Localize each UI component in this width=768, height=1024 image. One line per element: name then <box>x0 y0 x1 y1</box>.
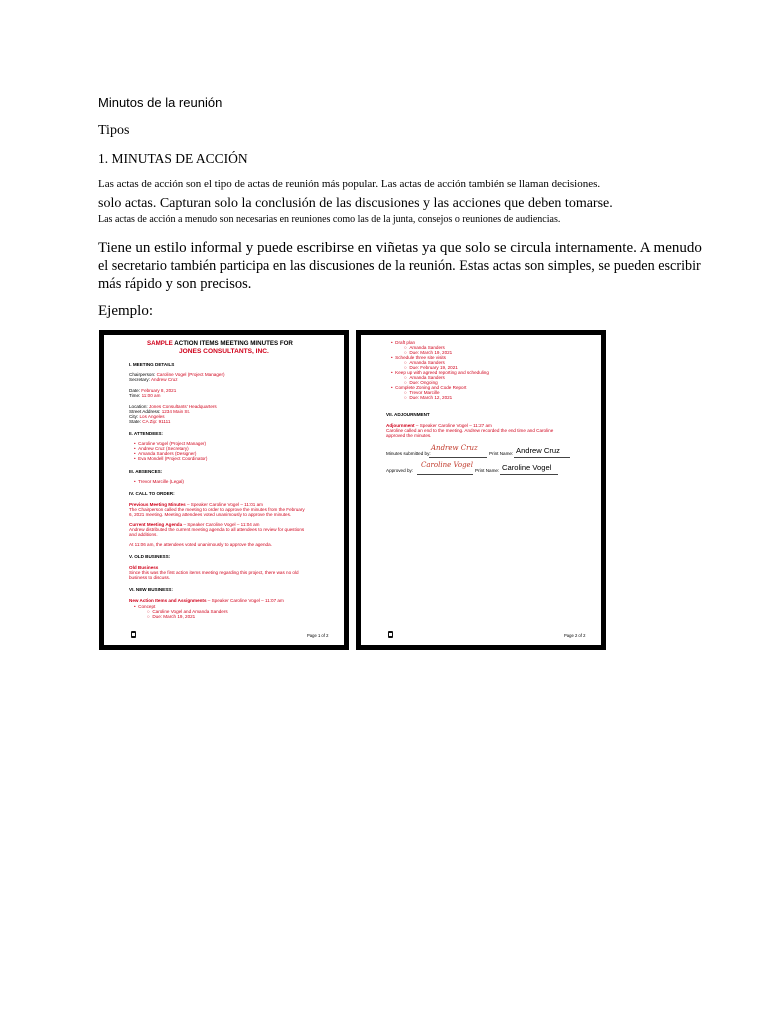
p2-bullet-1b-text: Due: March 19, 2021 <box>409 350 453 355</box>
p1-cur-line-2: and additions. <box>129 532 158 537</box>
p1-footer: Page 1 of 2 <box>307 633 329 638</box>
p2-approved-signature-line <box>417 474 473 475</box>
p1-absence-1-text: Trevor Marcille (Legal) <box>138 479 184 484</box>
p2-adj-line-2: approved the minutes. <box>386 433 432 438</box>
p1-street-value: 1234 Main St. <box>161 409 191 414</box>
p2-bullet-4a-text: Trevor Marcille <box>409 390 440 395</box>
p1-secretary <box>129 377 178 382</box>
p2-bullet-2-text: Schedule three site visits <box>395 355 446 360</box>
p2-bullet-2b-text: Due: February 19, 2021 <box>409 365 458 370</box>
p1-street-label: Street Address: <box>129 409 162 414</box>
p2-footer: Page 2 of 2 <box>564 633 586 638</box>
p1-bullet-concept-a-text: Caroline Vogel and Amanda Sanders <box>152 609 228 614</box>
p2-bullet-4-text: Complete Zoning and Code Report <box>395 385 467 390</box>
p2-bullet-3a: ○ Amanda Sanders <box>404 375 445 380</box>
p1-section-old-business: V. OLD BUSINESS: <box>129 554 171 559</box>
p1-bullet-concept-b: ○ Due: March 19, 2021 <box>147 614 196 619</box>
p1-old-line-1: Since this was the first action items meeting regarding this project, there was no old <box>129 570 299 575</box>
p1-new-business-heading <box>129 598 284 603</box>
p1-section-meeting-details: I. MEETING DETAILS <box>129 362 175 367</box>
p2-bullet-1b: ○ Due: March 19, 2021 <box>404 350 453 355</box>
p2-bullet-4b: ○ Due: March 12, 2021 <box>404 395 453 400</box>
p1-time <box>129 393 160 398</box>
p1-attendee-2: • Andrew Cruz (Secretary) <box>134 446 189 451</box>
p1-city-value: Los Angeles <box>139 414 165 419</box>
example-page-1 <box>99 330 349 650</box>
p2-approved-print-label: Print Name: <box>475 468 500 473</box>
p1-attendee-1-text: Caroline Vogel (Project Manager) <box>138 441 207 446</box>
p2-bullet-2a-text: Amanda Sanders <box>409 360 445 365</box>
p1-attendee-4: • Eva Mondell (Project Coordinator) <box>134 456 208 461</box>
p1-new-title: New Action Items and Assignments <box>129 598 207 603</box>
p2-submitted-print-label: Print Name: <box>489 451 514 456</box>
example-page-1-paper <box>104 335 344 645</box>
p2-adj-line-1: Caroline called an end to the meeting. Andrew recorded the end time and Caroline <box>386 428 554 433</box>
p1-loc-label: Location: <box>129 404 149 409</box>
document-icon <box>131 631 136 638</box>
p2-bullet-1a-text: Amanda Sanders <box>409 345 445 350</box>
p1-bullet-concept-a: ○ Caroline Vogel and Amanda Sanders <box>147 609 228 614</box>
example-page-2 <box>356 330 606 650</box>
p2-bullet-3-text: Keep up with agreed reporting and scheduling <box>395 370 489 375</box>
p2-bullet-3a-text: Amanda Sanders <box>409 375 445 380</box>
p2-bullet-1: • Draft plan <box>391 340 416 345</box>
paragraph-1-line-3: Las actas de acción a menudo son necesarias en reuniones como las de la junta, consejos o reuniones de audiencias. <box>98 214 561 225</box>
example-page-2-paper <box>361 335 601 645</box>
paragraph-1-line-1: Las actas de acción son el tipo de actas de reunión más popular. Las actas de acción también se llaman decisiones. <box>98 178 601 190</box>
p1-old-line-2: business to discuss. <box>129 575 171 580</box>
p1-bullet-concept-text: Concept <box>138 604 156 609</box>
p1-prev-title: Previous Meeting Minutes <box>129 502 186 507</box>
p1-cur-line-1: Andrew distributed the current meeting agenda to all attendees to review for questions <box>129 527 305 532</box>
p2-bullet-4: • Complete Zoning and Code Report <box>391 385 467 390</box>
p2-bullet-3b-text: Due: Ongoing <box>409 380 438 385</box>
p2-bullet-2b: ○ Due: February 19, 2021 <box>404 365 458 370</box>
p1-attendee-3-text: Amanda Sanders (Designer) <box>138 451 197 456</box>
p1-sec-value: Andrew Cruz <box>150 377 178 382</box>
p1-attendee-2-text: Andrew Cruz (Secretary) <box>138 446 189 451</box>
p2-bullet-3b: ○ Due: Ongoing <box>404 380 438 385</box>
p1-attendee-1: • Caroline Vogel (Project Manager) <box>134 441 207 446</box>
p2-approved-print-name: Caroline Vogel <box>502 463 552 472</box>
p1-time-value: 11:00 am <box>141 393 161 398</box>
p1-prev-line-2: 6, 2021 meeting. Meeting attendees voted unanimously to approve the minutes. <box>129 512 292 517</box>
p1-section-new-business: VI. NEW BUSINESS: <box>129 587 173 592</box>
p2-bullet-1-text: Draft plan <box>395 340 416 345</box>
p1-title-sample: SAMPLE <box>147 340 173 347</box>
p1-sec-label: Secretary: <box>129 377 151 382</box>
paragraph-1-line-2: solo actas. Capturan solo la conclusión de las discusiones y las acciones que deben tomarse. <box>98 196 613 211</box>
p1-section-attendees: II. ATTENDEES: <box>129 431 163 436</box>
p2-submitted-signature: Andrew Cruz <box>431 444 478 452</box>
p1-section-call-to-order: IV. CALL TO ORDER: <box>129 491 175 496</box>
p1-state-label: State: <box>129 419 143 424</box>
p1-state-value: CA Zip: 91111 <box>142 419 171 424</box>
p1-loc-value: Jones Consultants' Headquarters <box>148 404 217 409</box>
p2-approved-signature: Caroline Vogel <box>421 461 473 469</box>
p2-bullet-4a: ○ Trevor Marcille <box>404 390 440 395</box>
p1-chair-label: Chairperson: <box>129 372 157 377</box>
p1-old-business-title: Old Business <box>129 565 159 570</box>
section-heading: 1. MINUTAS DE ACCIÓN <box>98 151 248 166</box>
p2-submitted-label: Minutes submitted by: <box>386 451 431 456</box>
p1-chair-value: Caroline Vogel (Project Manager) <box>156 372 225 377</box>
p1-prev-line-1: The Chairperson called the meeting to order to approve the minutes from the February <box>129 507 305 512</box>
p1-title-line-1 <box>147 341 293 346</box>
p2-adj-speaker: – Speaker Caroline Vogel – 11:27 am <box>414 423 492 428</box>
p2-bullet-1a: ○ Amanda Sanders <box>404 345 445 350</box>
paragraph-2-line-1: Tiene un estilo informal y puede escribirse en viñetas ya que solo se circula internamente. A menudo <box>98 240 702 256</box>
p1-new-speaker: – Speaker Caroline Vogel – 11:07 am <box>206 598 284 603</box>
p1-date-label: Date: <box>129 388 142 393</box>
p1-state <box>129 419 170 424</box>
p2-submitted-signature-line <box>429 457 487 458</box>
p2-bullet-2: • Schedule three site visits <box>391 355 446 360</box>
p2-submitted-print-name: Andrew Cruz <box>516 446 560 455</box>
p1-attendee-3: • Amanda Sanders (Designer) <box>134 451 197 456</box>
p2-section-adjournment: VII. ADJOURNMENT <box>386 412 430 417</box>
section-label: Tipos <box>98 123 130 138</box>
example-label: Ejemplo: <box>98 303 153 319</box>
p2-submitted-print-line <box>514 457 570 458</box>
p1-cur-speaker: – Speaker Caroline Vogel – 11:04 am <box>182 522 260 527</box>
p1-time-label: Time: <box>129 393 142 398</box>
p1-section-absences: III. ABSENCES: <box>129 469 163 474</box>
p2-bullet-3: • Keep up with agreed reporting and scheduling <box>391 370 489 375</box>
paragraph-2-line-2: el secretario también participa en las discusiones de la reunión. Estas actas son simples, se pueden escribir <box>98 258 701 274</box>
p1-city-label: City: <box>129 414 140 419</box>
p2-bullet-2a: ○ Amanda Sanders <box>404 360 445 365</box>
p1-attendee-4-text: Eva Mondell (Project Coordinator) <box>138 456 208 461</box>
p1-date-value: February 8, 2021 <box>141 388 177 393</box>
p1-absence-1: • Trevor Marcille (Legal) <box>134 479 184 484</box>
p1-vote-line: At 11:06 am, the attendees voted unanimously to approve the agenda. <box>129 542 272 547</box>
document-icon <box>388 631 393 638</box>
doc-title: Minutos de la reunión <box>98 95 223 110</box>
p1-prev-speaker: – Speaker Caroline Vogel – 11:01 am <box>185 502 263 507</box>
p1-cur-title: Current Meeting Agenda <box>129 522 183 527</box>
p2-approved-label: Approved by: <box>386 468 414 473</box>
paragraph-2-line-3: más rápido y son precisos. <box>98 276 252 292</box>
p2-approved-print-line <box>500 474 558 475</box>
p1-bullet-concept-b-text: Due: March 19, 2021 <box>152 614 196 619</box>
p1-title-rest: ACTION ITEMS MEETING MINUTES FOR <box>172 340 293 347</box>
p2-bullet-4b-text: Due: March 12, 2021 <box>409 395 453 400</box>
p2-adj-title: Adjournment <box>386 423 415 428</box>
p1-title-company: JONES CONSULTANTS, INC. <box>179 348 269 355</box>
p1-bullet-concept: • Concept <box>134 604 156 609</box>
